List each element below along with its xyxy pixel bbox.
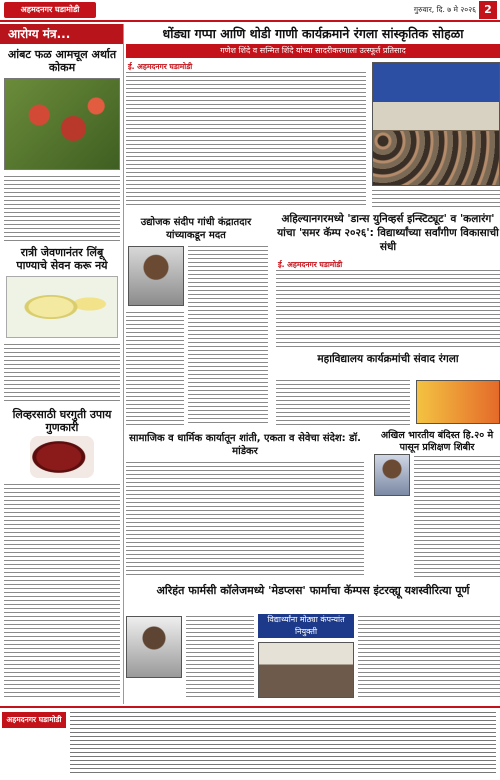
lead-headline[interactable]: धोंड्या गप्पा आणि थोडी गाणी कार्यक्रमाने रंगला सांस्कृतिक सोहळा bbox=[162, 26, 464, 41]
liver-illustration bbox=[30, 436, 94, 478]
cultural-event-photo bbox=[372, 62, 500, 186]
amla-article-text bbox=[4, 176, 120, 242]
donation-article-text-2 bbox=[126, 312, 184, 426]
kokum-fruit-photo bbox=[4, 78, 120, 170]
training-camp-headline[interactable]: अखिल भारतीय बंदिस्त हि.२० मे पासून प्रशिक्षण शिबीर bbox=[380, 430, 494, 453]
lead-subheadline: गणेश शिंदे व सन्मित शिंदे यांच्या सादरीकरणाला उत्स्फूर्त प्रतिसाद bbox=[126, 44, 500, 58]
imprint-text bbox=[70, 712, 496, 776]
college-headline[interactable]: महाविद्यालय कार्यक्रमांची संवाद रंगला bbox=[317, 353, 459, 365]
social-message-headline[interactable]: सामाजिक व धार्मिक कार्यातून शांती, एकता व सेवेचा संदेश: डॉ. मांडेकर bbox=[129, 433, 361, 457]
page-number: 2 bbox=[479, 1, 497, 19]
campus-interview-photo bbox=[258, 642, 354, 698]
imprint-footer bbox=[0, 706, 500, 780]
pharmacy-text-right bbox=[358, 616, 500, 700]
lemon-article-text bbox=[4, 344, 120, 404]
photo-caption bbox=[372, 190, 500, 208]
liver-article-text bbox=[4, 484, 120, 700]
summer-camp-headline[interactable]: अहिल्यानगरमध्ये 'डान्स युनिव्हर्स इन्स्टिट्यूट' व 'कलारंग' यांचा 'समर कॅम्प २०२६': विद्यार्थ्यांच्या सर्वांगीण विकासाची संधी bbox=[277, 213, 499, 253]
training-article-text bbox=[414, 456, 500, 578]
health-column bbox=[0, 24, 124, 704]
amla-headline: आंबट फळ आमचूल अर्थात कोकम bbox=[7, 48, 117, 74]
lead-article-text bbox=[126, 72, 366, 208]
lemon-water-photo bbox=[6, 276, 118, 338]
footer-logo: अहमदनगर घडामोडी bbox=[2, 712, 66, 728]
donation-article-text bbox=[188, 246, 268, 426]
pharmacy-text-left bbox=[186, 616, 254, 700]
social-article-text bbox=[126, 462, 364, 578]
donation-headline[interactable]: उद्योजक संदीप गांधी कंद्रातदार यांच्याकडून मदत bbox=[140, 217, 252, 241]
masthead bbox=[0, 0, 500, 22]
trainer-portrait bbox=[374, 454, 410, 496]
dateline: गुरुवार, दि. ७ मे २०२६ bbox=[413, 5, 476, 14]
liver-headline: लिव्हरसाठी घरगुती उपाय गुणकारी bbox=[12, 408, 112, 434]
pharmacy-portrait bbox=[126, 616, 182, 678]
camp-byline: ई. अहमदनगर घडामोडी bbox=[278, 260, 343, 269]
summer-camp-text bbox=[276, 270, 500, 348]
college-article-text bbox=[276, 380, 410, 426]
donor-portrait bbox=[128, 246, 184, 306]
pharmacy-headline[interactable]: अरिहंत फार्मसी कॉलेजमध्ये 'मेडप्लस' फार्माचा कॅम्पस इंटरव्ह्यू यशस्वीरित्या पूर्ण bbox=[156, 584, 470, 597]
lead-byline: ई. अहमदनगर घडामोडी bbox=[128, 62, 193, 71]
masthead-logo: अहमदनगर घडामोडी bbox=[4, 2, 96, 18]
lemon-water-headline: रात्री जेवणानंतर लिंबू पाण्याचे सेवन करू नये bbox=[16, 246, 108, 272]
event-photo-small bbox=[416, 380, 500, 424]
health-section-banner: आरोग्य मंत्र... bbox=[0, 24, 124, 44]
placement-highlight-box: विद्यार्थ्यांना मोठ्या कंपन्यांत नियुक्ती bbox=[258, 614, 354, 638]
main-content bbox=[126, 24, 500, 704]
